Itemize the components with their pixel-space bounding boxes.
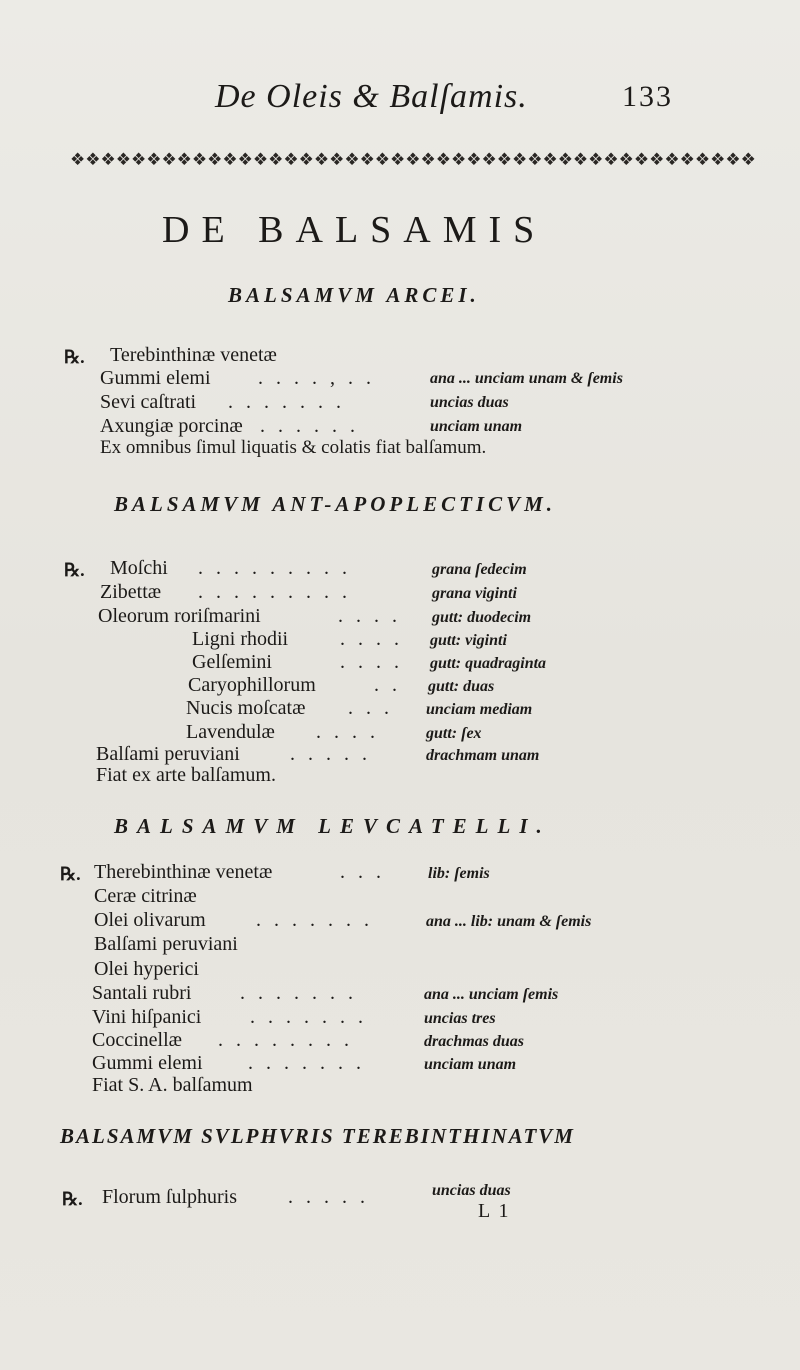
signature-mark: L 1 — [478, 1200, 511, 1222]
instruction-text: Fiat S. A. balſamum — [92, 1074, 253, 1096]
dose: gutt: duas — [428, 678, 495, 695]
ingredient-name: Coccinellæ — [92, 1029, 182, 1051]
dose: uncias duas — [430, 394, 509, 411]
recipe-symbol: ℞. — [60, 864, 81, 884]
recipe-symbol: ℞. — [62, 1189, 83, 1209]
ingredient-name: Oleorum roriſmarini — [98, 605, 261, 627]
ingredient-name: Santali rubri — [92, 982, 192, 1004]
dose: lib: ſemis — [428, 865, 490, 882]
dose: uncias tres — [424, 1010, 496, 1027]
section-title-ant-apoplecticum: BALSAMVM ANT-APOPLECTICVM. — [114, 492, 557, 516]
leader-dots: . . . . . . . — [250, 1006, 367, 1028]
dose: gutt: viginti — [430, 632, 507, 649]
leader-dots: . . . . . . . — [228, 391, 345, 413]
dose: drachmam unam — [426, 747, 540, 764]
running-header-title: De Oleis & Balſamis. — [215, 78, 528, 115]
leader-dots: . . . . — [316, 721, 379, 743]
leader-dots: . . . . , . . — [258, 367, 375, 389]
ingredient-name: Therebinthinæ venetæ — [94, 861, 273, 883]
leader-dots: . . . . . . . . . — [198, 581, 351, 603]
dose: drachmas duas — [424, 1033, 525, 1050]
ingredient-name: Balſami peruviani — [96, 743, 240, 765]
dose: gutt: duodecim — [432, 609, 532, 626]
ingredient-name: Gummi elemi — [92, 1052, 203, 1074]
ingredient-name: Caryophillorum — [188, 674, 316, 696]
leader-dots: . . . . . . . — [248, 1052, 365, 1074]
leader-dots: . . . — [348, 697, 393, 719]
leader-dots: . . . . . . . — [240, 982, 357, 1004]
ingredient-name: Vini hiſpanici — [92, 1006, 202, 1028]
dose: gutt: quadraginta — [430, 655, 547, 672]
ingredient-name: Gummi elemi — [100, 367, 211, 389]
dose: ana ... lib: unam & ſemis — [426, 913, 592, 930]
leader-dots: . . . . — [340, 628, 403, 650]
leader-dots: . . — [374, 674, 401, 696]
main-title: DE BALSAMIS — [162, 209, 547, 251]
ingredient-name: Axungiæ porcinæ — [100, 415, 243, 437]
dose: unciam unam — [430, 418, 523, 435]
ingredient-name: Gelſemini — [192, 651, 272, 673]
leader-dots: . . . . . . . . . — [198, 557, 351, 579]
ingredient-name: Sevi caſtrati — [100, 391, 197, 413]
leader-dots: . . . — [340, 861, 385, 883]
section-title-leucatelli: BALSAMVM LEVCATELLI. — [114, 814, 551, 838]
ingredient-name: Terebinthinæ venetæ — [110, 344, 277, 366]
dose: uncias duas — [432, 1182, 511, 1199]
dose: unciam mediam — [426, 701, 533, 718]
ingredient-name: Zibettæ — [100, 581, 162, 603]
page-number: 133 — [622, 80, 673, 113]
ingredient-name: Ligni rhodii — [192, 628, 289, 650]
ingredient-name: Ceræ citrinæ — [94, 885, 197, 907]
section-title-sulphuris: BALSAMVM SVLPHVRIS TEREBINTHINATVM — [60, 1124, 575, 1148]
leader-dots: . . . . . — [288, 1186, 369, 1208]
ingredient-name: Lavendulæ — [186, 721, 275, 743]
dose: grana viginti — [432, 585, 517, 602]
instruction-text: Fiat ex arte balſamum. — [96, 764, 276, 786]
instruction-text: Ex omnibus ſimul liquatis & colatis fiat balſamum. — [100, 437, 487, 458]
ingredient-name: Olei olivarum — [94, 909, 206, 931]
dose: ana ... unciam unam & ſemis — [430, 370, 623, 387]
section-title-arcei: BALSAMVM ARCEI. — [228, 283, 480, 307]
ingredient-name: Olei hyperici — [94, 958, 199, 980]
leader-dots: . . . . . . . — [256, 909, 373, 931]
leader-dots: . . . . — [338, 605, 401, 627]
dose: grana ſedecim — [432, 561, 527, 578]
dose: unciam unam — [424, 1056, 517, 1073]
leader-dots: . . . . . . — [260, 415, 359, 437]
recipe-symbol: ℞. — [64, 560, 85, 580]
leader-dots: . . . . . — [290, 743, 371, 765]
ingredient-name: Balſami peruviani — [94, 933, 238, 955]
ingredient-name: Florum ſulphuris — [102, 1186, 238, 1208]
ingredient-name: Nucis moſcatæ — [186, 697, 306, 719]
dose: ana ... unciam ſemis — [424, 986, 559, 1003]
recipe-symbol: ℞. — [64, 347, 85, 367]
leader-dots: . . . . . . . . — [218, 1029, 353, 1051]
ornament-divider: ❖❖❖❖❖❖❖❖❖❖❖❖❖❖❖❖❖❖❖❖❖❖❖❖❖❖❖❖❖❖❖❖❖❖❖❖❖❖❖❖❖❖❖❖❖ — [70, 150, 756, 169]
dose: gutt: ſex — [426, 725, 482, 742]
ingredient-name: Moſchi — [110, 557, 168, 579]
leader-dots: . . . . — [340, 651, 403, 673]
